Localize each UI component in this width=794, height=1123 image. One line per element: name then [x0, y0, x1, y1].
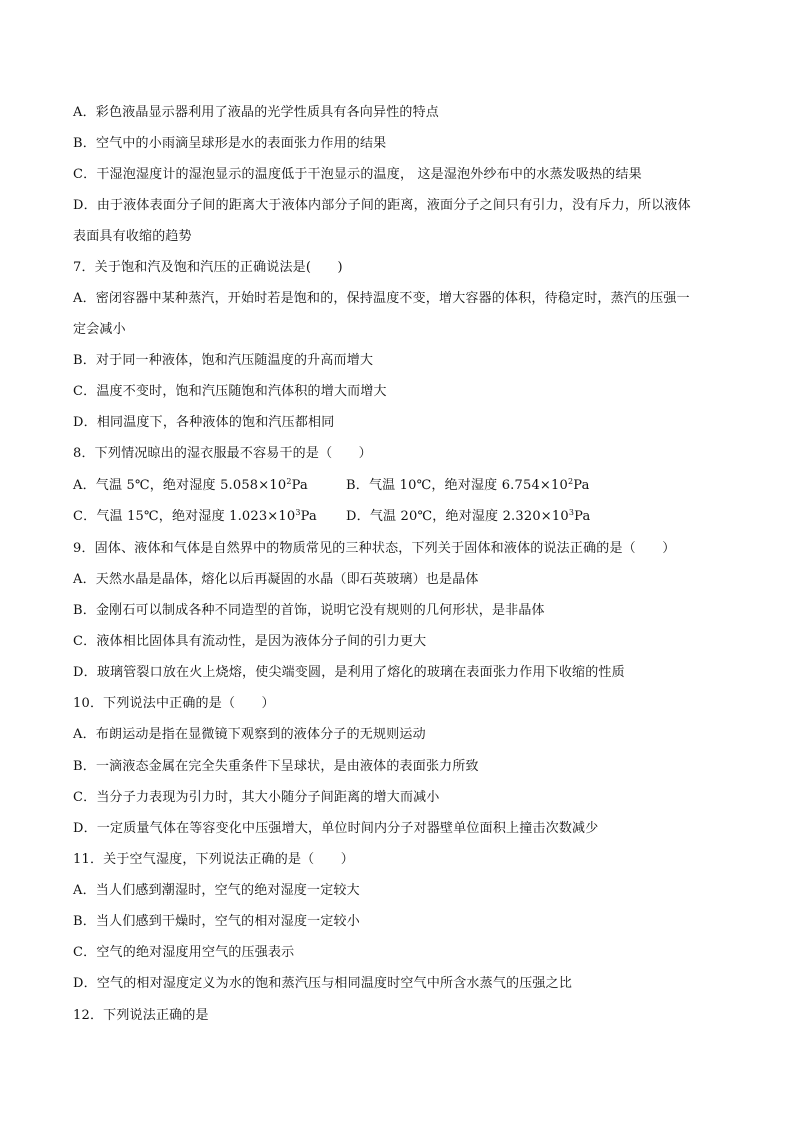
option-8b: [346, 478, 726, 494]
option-9d: D．玻璃管裂口放在火上烧熔，使尖端变圆，是利用了熔化的玻璃在表面张力作用下收缩的性质: [73, 665, 625, 680]
option-8b-text: B．气温 10℃，绝对湿度 6.754×10: [346, 478, 568, 493]
option-8b-exponent: 2: [567, 477, 574, 486]
option-10d: D．一定质量气体在等容变化中压强增大，单位时间内分子对器壁单位面积上撞击次数减少: [73, 821, 599, 836]
question-11: 11．关于空气湿度，下列说法正确的是（ ）: [73, 852, 354, 867]
option-9b: B．金刚石可以制成各种不同造型的首饰，说明它没有规则的几何形状，是非晶体: [73, 603, 545, 618]
question-12: 12．下列说法正确的是: [73, 1008, 209, 1023]
option-8c: [73, 509, 363, 525]
question-9: 9．固体、液体和气体是自然界中的物质常见的三种状态，下列关于固体和液体的说法正确的是（ ）: [73, 541, 676, 556]
option-7b: B．对于同一种液体，饱和汽压随温度的升高而增大: [73, 353, 374, 368]
option-8b-unit: Pa: [573, 478, 590, 493]
option-6b: B．空气中的小雨滴呈球形是水的表面张力作用的结果: [73, 136, 387, 151]
option-8a-text: A．气温 5℃，绝对湿度 5.058×10: [73, 478, 287, 493]
option-11c: C．空气的绝对湿度用空气的压强表示: [73, 945, 295, 960]
option-7a-line1: A．密闭容器中某种蒸汽，开始时若是饱和的，保持温度不变，增大容器的体积，待稳定时，蒸汽的压强一: [73, 291, 690, 306]
option-10a: A．布朗运动是指在显微镜下观察到的液体分子的无规则运动: [73, 727, 426, 742]
option-9c: C．液体相比固体具有流动性，是因为液体分子间的引力更大: [73, 634, 427, 649]
option-8d-exponent: 3: [568, 508, 575, 517]
option-8d-unit: Pa: [574, 509, 591, 524]
question-10: 10．下列说法中正确的是（ ）: [73, 696, 275, 711]
question-8: 8．下列情况晾出的湿衣服最不容易干的是（ ）: [73, 446, 372, 461]
option-10c: C．当分子力表现为引力时，其大小随分子间距离的增大而减小: [73, 790, 440, 805]
option-8d-text: D．气温 20℃，绝对湿度 2.320×10: [346, 509, 569, 524]
option-8d: [346, 509, 726, 525]
option-8c-unit: Pa: [300, 509, 317, 524]
option-6a: A．彩色液晶显示器利用了液晶的光学性质具有各向异性的特点: [73, 105, 439, 120]
option-7c: C．温度不变时，饱和汽压随饱和汽体积的增大而增大: [73, 384, 387, 399]
option-9a: A．天然水晶是晶体，熔化以后再凝固的水晶（即石英玻璃）也是晶体: [73, 572, 479, 587]
option-6c: C．干湿泡湿度计的湿泡显示的温度低于干泡显示的温度， 这是湿泡外纱布中的水蒸发吸热的结果: [73, 167, 642, 182]
option-11b: B．当人们感到干燥时，空气的相对湿度一定较小: [73, 914, 360, 929]
option-6d-line2: 表面具有收缩的趋势: [73, 229, 192, 244]
option-11d: D．空气的相对湿度定义为水的饱和蒸汽压与相同温度时空气中所含水蒸气的压强之比: [73, 976, 573, 991]
option-7a-line2: 定会减小: [73, 322, 126, 337]
option-8a: [73, 478, 363, 494]
option-7d: D．相同温度下，各种液体的饱和汽压都相同: [73, 415, 335, 430]
option-10b: B．一滴液态金属在完全失重条件下呈球状，是由液体的表面张力所致: [73, 759, 479, 774]
question-7: 7．关于饱和汽及饱和汽压的正确说法是( ): [73, 260, 343, 275]
option-11a: A．当人们感到潮湿时，空气的绝对湿度一定较大: [73, 883, 360, 898]
option-8c-exponent: 3: [295, 508, 301, 517]
option-6d-line1: D．由于液体表面分子间的距离大于液体内部分子间的距离，液面分子之间只有引力，没有斥力，所以液体: [73, 198, 691, 213]
option-8a-exponent: 2: [286, 477, 292, 486]
option-8a-unit: Pa: [291, 478, 308, 493]
option-8c-text: C．气温 15℃，绝对湿度 1.023×10: [73, 509, 296, 524]
